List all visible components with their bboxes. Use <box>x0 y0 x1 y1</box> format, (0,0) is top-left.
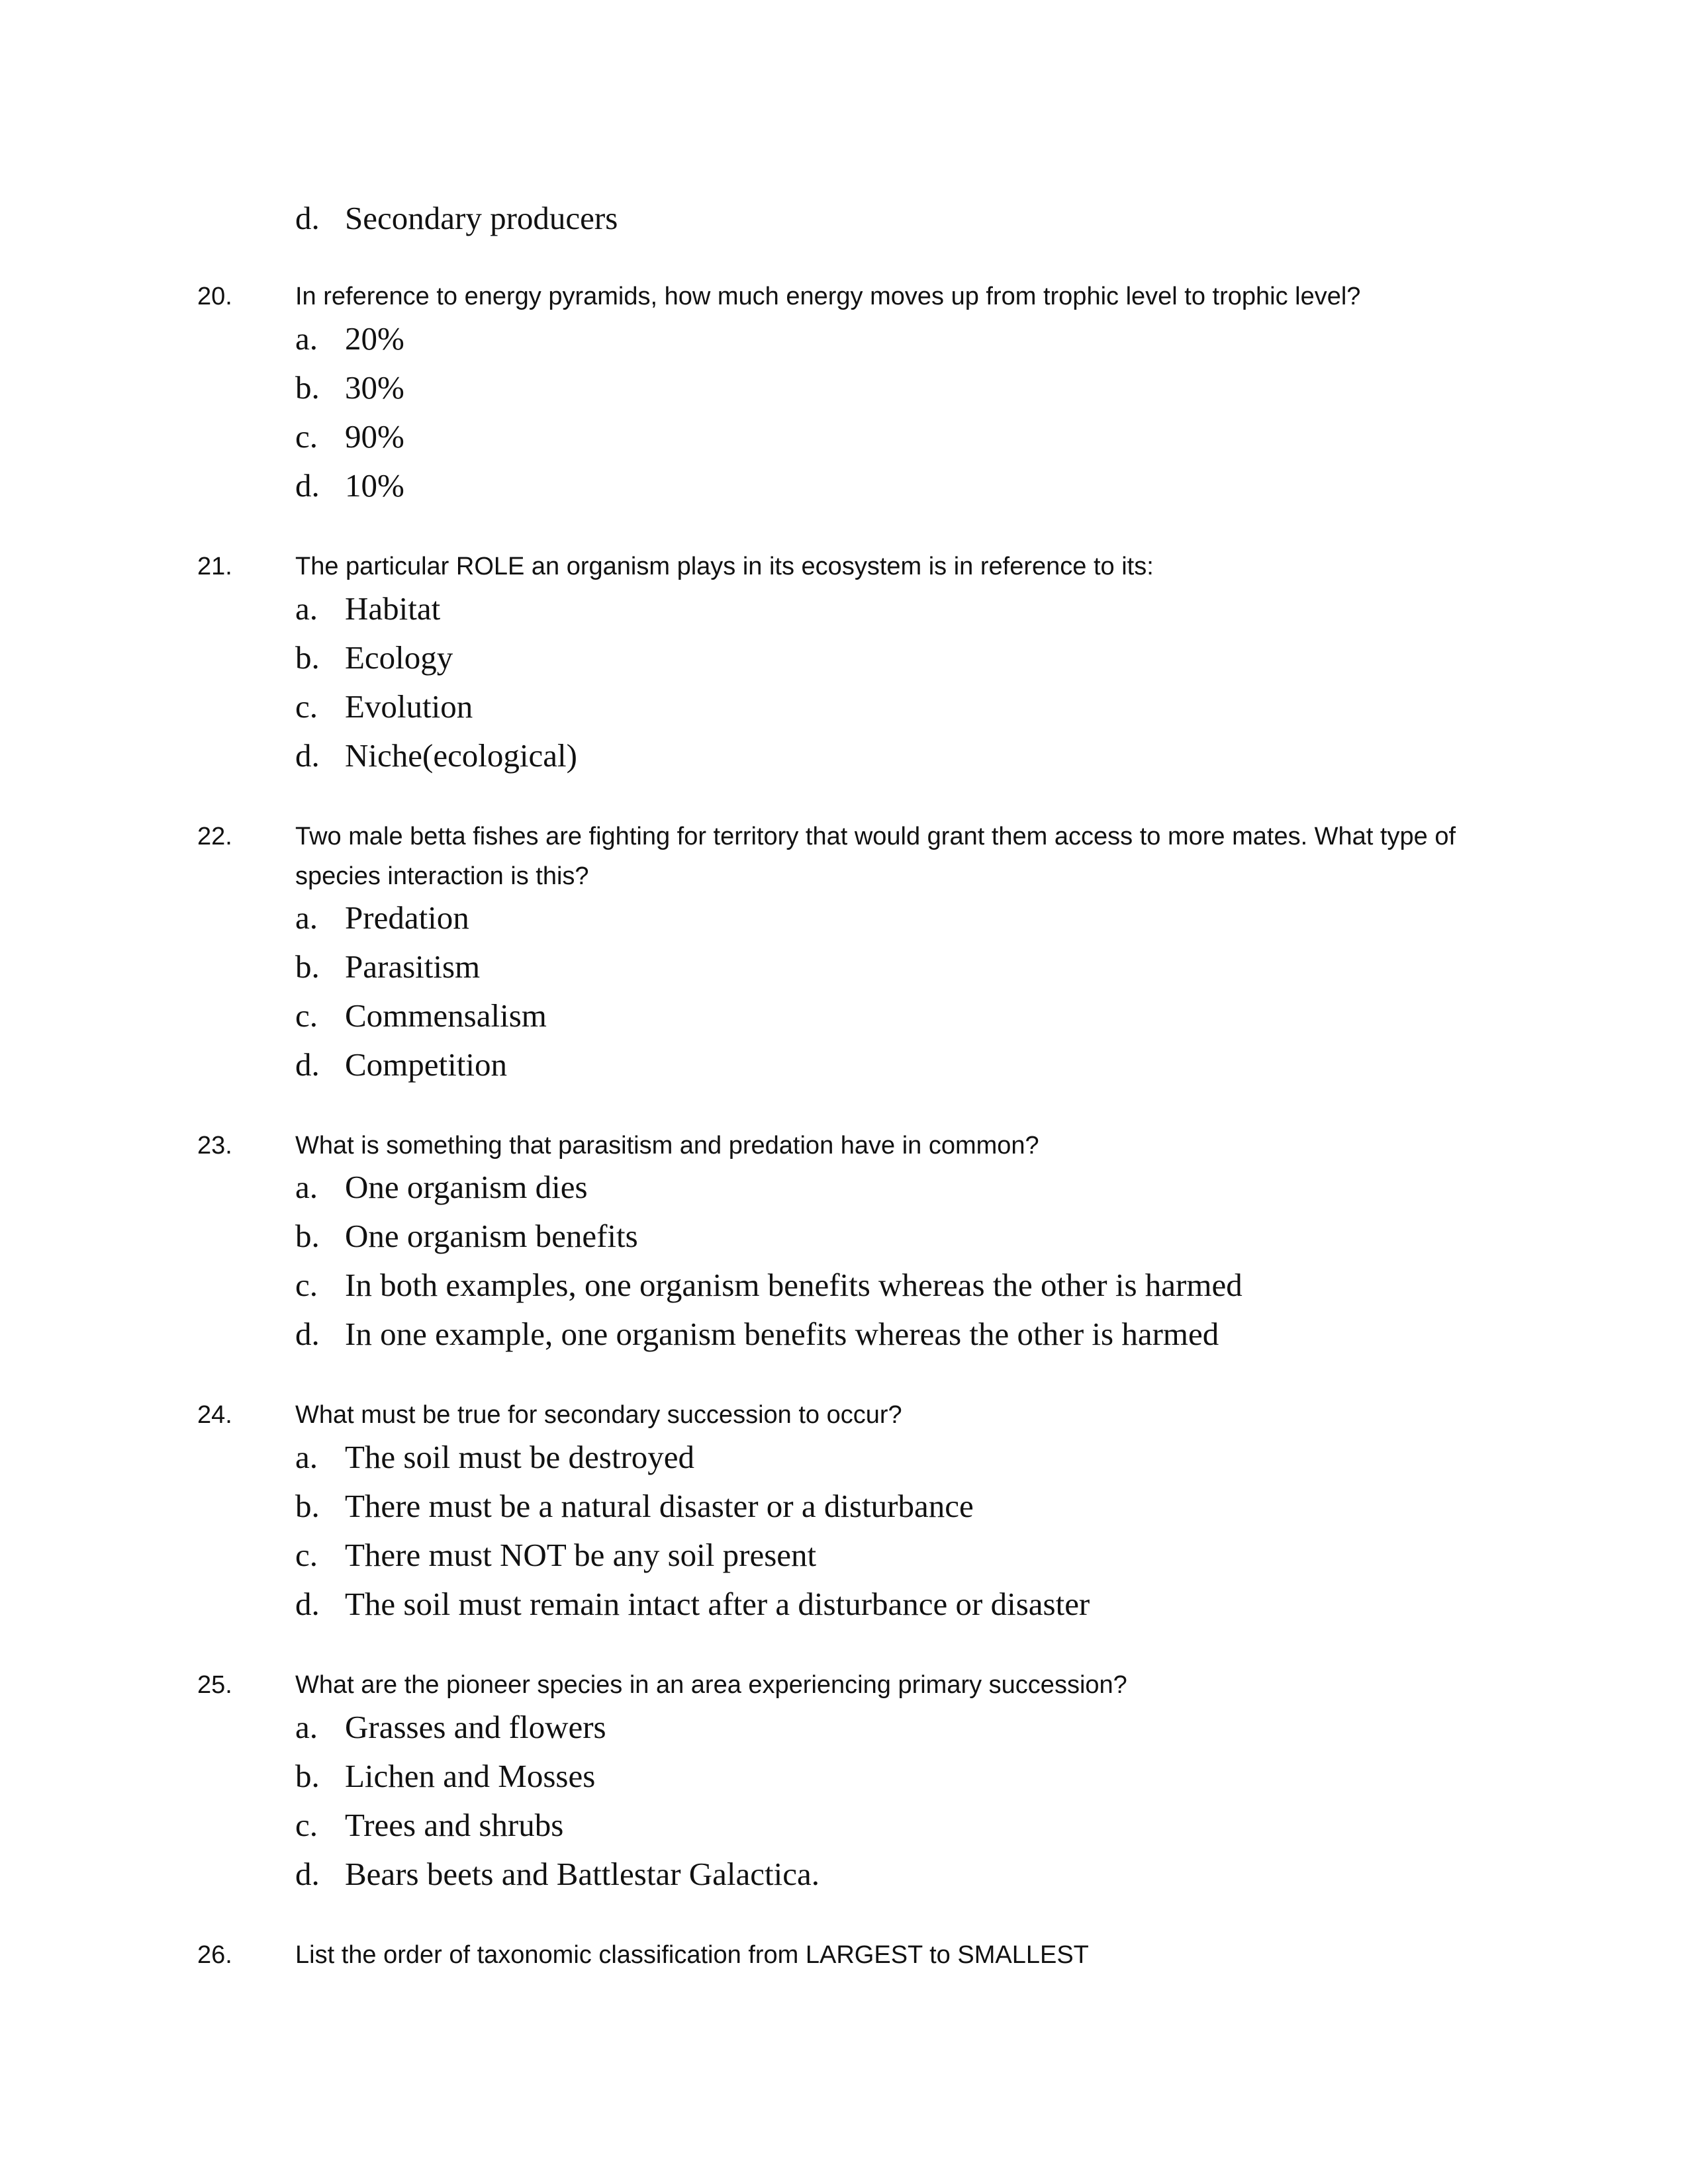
option-text: 30% <box>345 369 404 406</box>
option-text: 90% <box>345 418 404 455</box>
option-letter: c. <box>295 1267 318 1303</box>
question-22-option-b <box>295 942 480 991</box>
option-text: In one example, one organism benefits whereas the other is harmed <box>345 1316 1219 1352</box>
question-24-option-d <box>295 1580 1090 1629</box>
option-letter: d. <box>295 737 320 774</box>
question-24-option-c <box>295 1531 816 1580</box>
option-letter: c. <box>295 1807 318 1843</box>
question-25-number: 25. <box>197 1671 232 1699</box>
question-25-option-d <box>295 1850 820 1899</box>
option-text: Secondary producers <box>345 200 618 236</box>
option-text: Niche(ecological) <box>345 737 577 774</box>
question-23-option-b <box>295 1212 638 1261</box>
question-21-option-a <box>295 584 440 633</box>
option-text: There must NOT be any soil present <box>345 1537 817 1573</box>
option-letter: b. <box>295 1758 320 1794</box>
question-24-option-a <box>295 1433 694 1482</box>
question-23-option-c <box>295 1261 1243 1310</box>
option-text: Commensalism <box>345 997 547 1034</box>
question-22-number: 22. <box>197 823 232 850</box>
option-text: In both examples, one organism benefits whereas the other is harmed <box>345 1267 1243 1303</box>
question-23-text: What is something that parasitism and predation have in common? <box>295 1132 1039 1160</box>
option-letter: c. <box>295 1537 318 1573</box>
option-letter: c. <box>295 688 318 725</box>
option-text: 10% <box>345 467 404 504</box>
option-text: The soil must remain intact after a disturbance or disaster <box>345 1586 1090 1622</box>
option-letter: d. <box>295 200 320 236</box>
option-letter: b. <box>295 639 320 676</box>
option-letter: d. <box>295 467 320 504</box>
option-text: The soil must be destroyed <box>345 1439 695 1475</box>
question-20-number: 20. <box>197 283 232 310</box>
option-text: There must be a natural disaster or a disturbance <box>345 1488 974 1524</box>
question-23-number: 23. <box>197 1132 232 1160</box>
option-letter: a. <box>295 1709 318 1745</box>
question-25-option-c <box>295 1801 563 1850</box>
option-text: Lichen and Mosses <box>345 1758 596 1794</box>
question-22-option-a <box>295 893 469 942</box>
question-26-number: 26. <box>197 1941 232 1969</box>
option-text: Evolution <box>345 688 473 725</box>
question-21-option-d <box>295 731 577 780</box>
option-text: One organism benefits <box>345 1218 638 1254</box>
question-22-option-c <box>295 991 547 1040</box>
option-letter: d. <box>295 1586 320 1622</box>
option-letter: b. <box>295 1218 320 1254</box>
question-24-number: 24. <box>197 1401 232 1429</box>
question-24-text: What must be true for secondary succession to occur? <box>295 1401 902 1429</box>
option-letter: c. <box>295 997 318 1034</box>
question-20-option-b <box>295 363 404 412</box>
question-20-text: In reference to energy pyramids, how much energy moves up from trophic level to trophic level? <box>295 283 1361 310</box>
option-letter: a. <box>295 899 318 936</box>
option-letter: b. <box>295 369 320 406</box>
question-25-option-a <box>295 1703 606 1752</box>
question-22-text: Two male betta fishes are fighting for territory that would grant them access to more mates. What type of species interaction is this? <box>295 823 1456 890</box>
option-text: Bears beets and Battlestar Galactica. <box>345 1856 820 1892</box>
option-letter: d. <box>295 1856 320 1892</box>
option-text: One organism dies <box>345 1169 588 1205</box>
option-letter: d. <box>295 1046 320 1083</box>
leading-option <box>295 194 618 243</box>
option-text: Parasitism <box>345 948 481 985</box>
option-letter: a. <box>295 590 318 627</box>
option-text: 20% <box>345 320 404 357</box>
question-20-option-a <box>295 314 404 363</box>
option-text: Trees and shrubs <box>345 1807 564 1843</box>
question-20-option-c <box>295 412 404 461</box>
question-21-option-b <box>295 633 453 682</box>
question-25-option-b <box>295 1752 595 1801</box>
question-21-text: The particular ROLE an organism plays in its ecosystem is in reference to its: <box>295 553 1154 580</box>
option-letter: a. <box>295 1169 318 1205</box>
option-letter: a. <box>295 1439 318 1475</box>
option-text: Predation <box>345 899 469 936</box>
option-text: Grasses and flowers <box>345 1709 606 1745</box>
option-text: Habitat <box>345 590 441 627</box>
question-23-option-a <box>295 1163 588 1212</box>
question-23-option-d <box>295 1310 1219 1359</box>
option-letter: a. <box>295 320 318 357</box>
question-24-option-b <box>295 1482 974 1531</box>
question-22-option-d <box>295 1040 507 1089</box>
option-letter: c. <box>295 418 318 455</box>
question-21-option-c <box>295 682 473 731</box>
question-21-number: 21. <box>197 553 232 580</box>
option-letter: d. <box>295 1316 320 1352</box>
question-26-text: List the order of taxonomic classification from LARGEST to SMALLEST <box>295 1941 1089 1969</box>
question-20-option-d <box>295 461 404 510</box>
option-text: Competition <box>345 1046 507 1083</box>
option-letter: b. <box>295 1488 320 1524</box>
option-letter: b. <box>295 948 320 985</box>
question-25-text: What are the pioneer species in an area experiencing primary succession? <box>295 1671 1127 1699</box>
option-text: Ecology <box>345 639 453 676</box>
